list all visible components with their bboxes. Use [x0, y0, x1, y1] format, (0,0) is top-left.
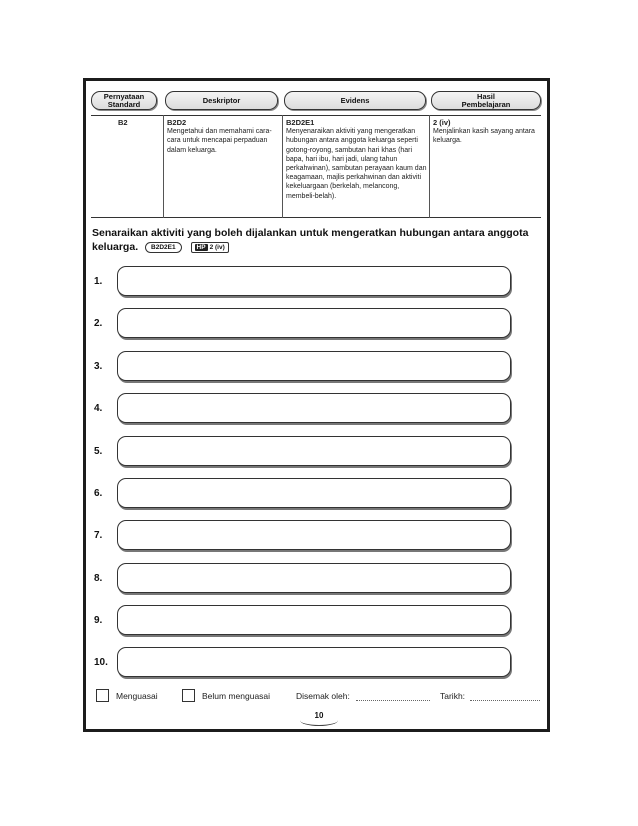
answer-box-2[interactable]	[117, 308, 511, 338]
answer-number: 5.	[94, 446, 103, 457]
answer-number: 10.	[94, 657, 108, 668]
descriptor-code: B2D2	[167, 118, 187, 127]
page-number: 10	[314, 711, 324, 720]
outcome-tag	[191, 242, 229, 253]
belum-menguasai-checkbox[interactable]	[182, 689, 195, 702]
answer-box-6[interactable]	[117, 478, 511, 508]
header-hasil-pembelajaran: Hasil Pembelajaran	[431, 91, 541, 110]
outcome-cell	[433, 118, 541, 146]
belum-menguasai-label: Belum menguasai	[202, 691, 271, 701]
outcome-text: Menjalinkan kasih sayang antara keluarga.	[433, 128, 535, 145]
standard-cell	[118, 118, 158, 127]
question-text: Senaraikan aktiviti yang boleh dijalankan untuk mengeratkan hubungan antara anggota keluarga.	[92, 227, 529, 253]
answer-number: 7.	[94, 530, 103, 541]
answer-number: 6.	[94, 488, 103, 499]
table-divider	[163, 115, 164, 218]
answer-box-10[interactable]	[117, 647, 511, 677]
evidence-tag: B2D2E1	[145, 242, 182, 253]
menguasai-label: Menguasai	[116, 691, 158, 701]
answer-box-5[interactable]	[117, 436, 511, 466]
descriptor-cell	[167, 118, 279, 155]
descriptor-text: Mengetahui dan memahami cara-cara untuk mencapai perpaduan dalam keluarga.	[167, 128, 272, 154]
header-deskriptor: Deskriptor	[165, 91, 278, 110]
answer-number: 9.	[94, 615, 103, 626]
table-divider	[429, 115, 430, 218]
hp-label: HP	[196, 243, 206, 251]
header-pernyataan-standard: Pernyataan Standard	[91, 91, 157, 110]
tarikh-label: Tarikh:	[440, 691, 466, 701]
answer-box-3[interactable]	[117, 351, 511, 381]
question-prompt	[92, 226, 542, 254]
answer-box-7[interactable]	[117, 520, 511, 550]
evidence-code: B2D2E1	[286, 118, 315, 127]
menguasai-checkbox[interactable]	[96, 689, 109, 702]
answer-box-9[interactable]	[117, 605, 511, 635]
answer-number: 1.	[94, 276, 103, 287]
answer-box-8[interactable]	[117, 563, 511, 593]
tarikh-line[interactable]	[470, 700, 540, 701]
table-divider	[282, 115, 283, 218]
answer-box-4[interactable]	[117, 393, 511, 423]
outcome-code: 2 (iv)	[433, 118, 451, 127]
answer-number: 4.	[94, 403, 103, 414]
disemak-oleh-line[interactable]	[356, 700, 430, 701]
answer-number: 3.	[94, 361, 103, 372]
evidence-text: Menyenaraikan aktiviti yang mengeratkan hubungan antara anggota keluarga seperti gotong-royong, sambutan hari khas (hari bapa, hari ibu, hari jadi, ulang tahun perkahwinan), sambutan perayaan kaum dan keagamaan, majlis perkahwinan dan aktiviti kekeluargaan (berkelah, melancong, membeli-belah).	[286, 128, 427, 200]
answer-number: 2.	[94, 318, 103, 329]
disemak-oleh-label: Disemak oleh:	[296, 691, 350, 701]
evidence-cell	[286, 118, 427, 201]
answer-number: 8.	[94, 573, 103, 584]
outcome-tag-value: 2 (iv)	[209, 243, 225, 251]
header-evidens: Evidens	[284, 91, 426, 110]
standard-code: B2	[118, 118, 128, 127]
answer-box-1[interactable]	[117, 266, 511, 296]
